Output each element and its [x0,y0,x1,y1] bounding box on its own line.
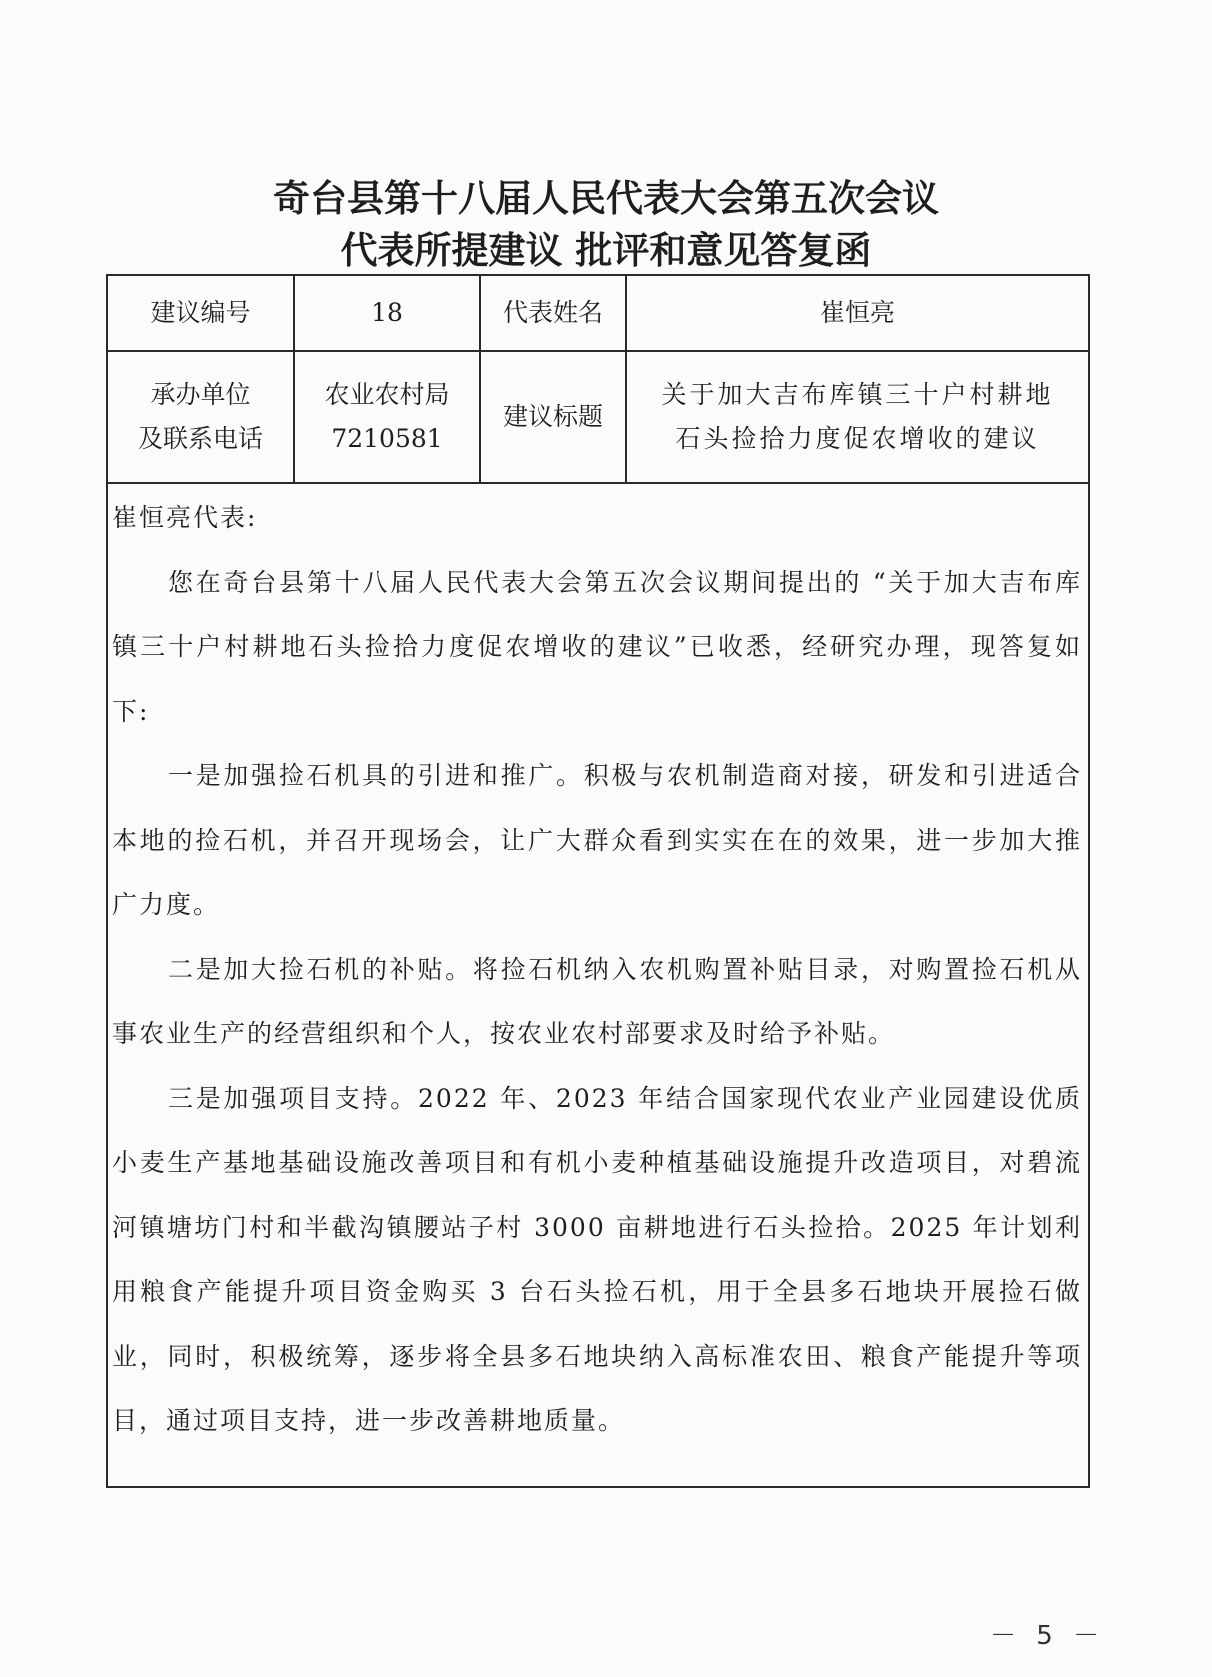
proposal-title-line-2: 石头捡拾力度促农增收的建议 [675,424,1040,453]
proposal-title-value [626,351,1088,483]
delegate-name-value: 崔恒亮 [626,276,1088,351]
proposal-title-line-1: 关于加大吉布库镇三十户村耕地 [661,380,1054,409]
page-number: － 5 － [990,1621,1106,1651]
letter-point-3-paragraph: 三是加强项目支持。2022 年、2023 年结合国家现代农业产业园建设优质小麦生产基地基础设施改善项目和有机小麦种植基础设施提升改造项目，对碧流河镇塘坊门村和半截沟镇腰站子村 3000 亩耕地进行石头捡拾。2025 年计划利用粮食产能提升项目资金购买 3 台石头捡石机，用于全县多石地块开展捡石做业，同时，积极统筹，逐步将全县多石地块纳入高标准农田、粮食产能提升等项目，通过项目支持，进一步改善耕地质量。 [112,1083,1082,1435]
proposal-info-table [108,276,1088,484]
handling-unit-label [108,351,294,483]
letter-point-1-paragraph: 一是加强捡石机具的引进和推广。积极与农机制造商对接，研发和引进适合本地的捡石机，并召开现场会，让广大群众看到实实在在的效果，进一步加大推广力度。 [112,761,1082,919]
handling-unit-label-line-2: 及联系电话 [137,424,263,453]
proposal-title-label: 建议标题 [480,351,626,483]
letter-point-2-paragraph: 二是加大捡石机的补贴。将捡石机纳入农机购置补贴目录，对购置捡石机从事农业生产的经营组织和个人，按农业农村部要求及时给予补贴。 [112,954,1082,1048]
reply-form-frame [106,274,1090,1488]
table-row [108,351,1088,483]
proposal-number-value: 18 [294,276,480,351]
document-title-line-1: 奇台县第十八届人民代表大会第五次会议 [273,177,939,220]
proposal-number-label: 建议编号 [108,276,294,351]
handling-unit-name: 农业农村局 [324,380,450,409]
handling-unit-label-line-1: 承办单位 [150,380,251,409]
table-row [108,276,1088,351]
document-title-line-2: 代表所提建议 批评和意见答复函 [340,229,872,272]
handling-unit-value [294,351,480,483]
letter-salutation: 崔恒亮代表: [112,503,258,532]
handling-unit-phone: 7210581 [331,424,443,453]
delegate-name-label: 代表姓名 [480,276,626,351]
reply-letter-body [112,486,1082,1454]
letter-intro-paragraph: 您在奇台县第十八届人民代表大会第五次会议期间提出的 “关于加大吉布库镇三十户村耕地石头捡拾力度促农增收的建议”已收悉，经研究办理，现答复如下: [112,567,1082,726]
